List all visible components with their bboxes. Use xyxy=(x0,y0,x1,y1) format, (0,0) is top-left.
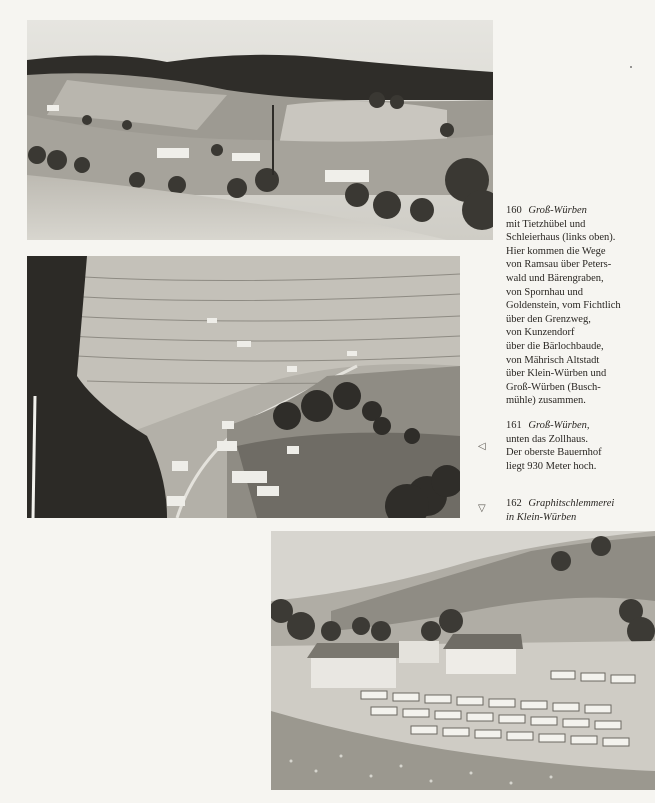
photo-162 xyxy=(271,531,655,790)
caption-line: mit Tietzhübel und xyxy=(506,218,586,230)
caption-line: Goldenstein, vom Fichtlich xyxy=(506,300,621,312)
caption-161 xyxy=(506,419,646,473)
caption-160-heading xyxy=(506,204,646,218)
caption-161-heading xyxy=(506,419,646,433)
caption-place: Groß-Würben xyxy=(528,205,587,216)
caption-162-heading xyxy=(506,497,646,511)
landscape-photo-162 xyxy=(271,531,655,790)
caption-line: Der oberste Bauernhof xyxy=(506,447,602,459)
caption-162 xyxy=(506,497,646,524)
caption-line: von Ramsau über Peters- xyxy=(506,259,612,271)
caption-line: Groß-Würben (Busch- xyxy=(506,381,601,393)
landscape-photo-160 xyxy=(27,20,493,240)
caption-number: 160 xyxy=(506,205,522,216)
caption-line: über die Bärlochbaude, xyxy=(506,340,604,352)
caption-line: liegt 930 Meter hoch. xyxy=(506,460,597,472)
caption-number: 161 xyxy=(506,420,522,431)
caption-place: Groß-Würben, xyxy=(528,420,590,431)
down-arrow-icon: ▽ xyxy=(478,503,486,514)
caption-line: von Mährisch Altstadt xyxy=(506,354,600,366)
landscape-photo-161 xyxy=(27,256,460,518)
caption-place: Graphitschlemmerei xyxy=(528,498,615,509)
caption-line: von Spornhau und xyxy=(506,286,583,298)
caption-number: 162 xyxy=(506,498,522,509)
caption-line: wald und Bärengraben, xyxy=(506,272,604,284)
page-speck xyxy=(630,66,632,68)
caption-160 xyxy=(506,204,646,408)
caption-line: von Kunzendorf xyxy=(506,327,575,339)
caption-line: Hier kommen die Wege xyxy=(506,245,606,257)
caption-line: mühle) zusammen. xyxy=(506,395,586,407)
caption-line: über Klein-Würben und xyxy=(506,368,607,380)
caption-line: in Klein-Würben xyxy=(506,511,577,523)
photo-161 xyxy=(27,256,460,518)
caption-line: unten das Zollhaus. xyxy=(506,433,588,445)
caption-line: über den Grenzweg, xyxy=(506,313,591,325)
photo-160 xyxy=(27,20,493,240)
left-arrow-icon: ◁ xyxy=(478,441,486,452)
caption-line: Schleierhaus (links oben). xyxy=(506,232,616,244)
